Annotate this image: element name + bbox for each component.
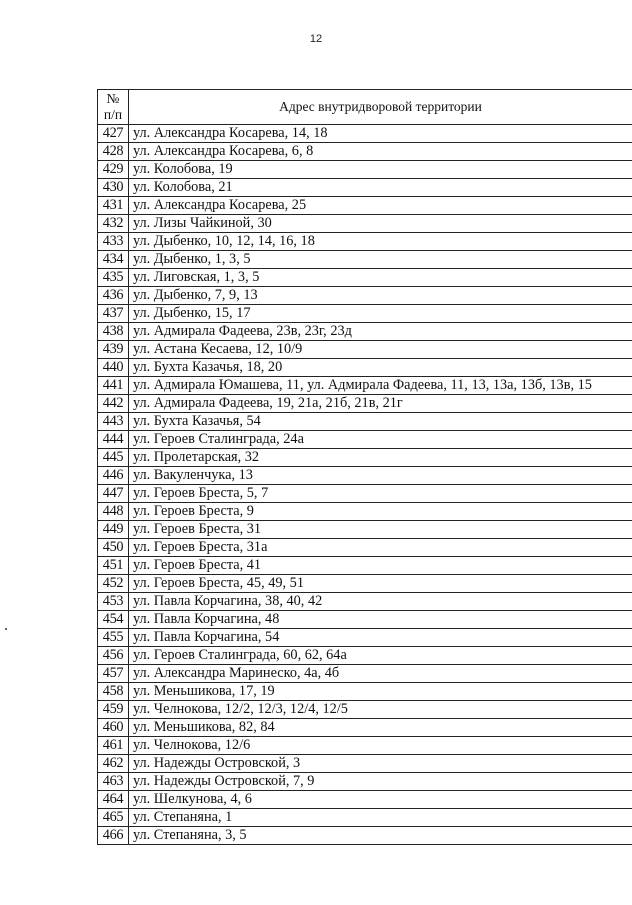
table-row xyxy=(98,485,632,503)
row-number: 449 xyxy=(98,521,129,539)
row-number: 452 xyxy=(98,575,129,593)
row-address: ул. Меньшикова, 17, 19 xyxy=(129,683,632,701)
table-row xyxy=(98,593,632,611)
row-number: 454 xyxy=(98,611,129,629)
row-address: ул. Степаняна, 3, 5 xyxy=(129,827,632,845)
table-row xyxy=(98,503,632,521)
row-address: ул. Героев Бреста, 31а xyxy=(129,539,632,557)
table-row xyxy=(98,557,632,575)
row-address: ул. Бухта Казачья, 54 xyxy=(129,413,632,431)
table-row xyxy=(98,809,632,827)
table-row xyxy=(98,143,632,161)
table-row xyxy=(98,395,632,413)
row-address: ул. Дыбенко, 7, 9, 13 xyxy=(129,287,632,305)
row-number: 448 xyxy=(98,503,129,521)
row-address: ул. Павла Корчагина, 38, 40, 42 xyxy=(129,593,632,611)
number-header-abbrev: п/п xyxy=(103,107,123,122)
row-address: ул. Надежды Островской, 7, 9 xyxy=(129,773,632,791)
row-address: ул. Челнокова, 12/6 xyxy=(129,737,632,755)
row-number: 430 xyxy=(98,179,129,197)
table-row xyxy=(98,341,632,359)
row-address: ул. Героев Бреста, 9 xyxy=(129,503,632,521)
row-address: ул. Степаняна, 1 xyxy=(129,809,632,827)
row-address: ул. Героев Бреста, 31 xyxy=(129,521,632,539)
row-address: ул. Александра Косарева, 6, 8 xyxy=(129,143,632,161)
table-body xyxy=(98,125,632,845)
table-row xyxy=(98,449,632,467)
row-address: ул. Шелкунова, 4, 6 xyxy=(129,791,632,809)
table-row xyxy=(98,233,632,251)
table-row xyxy=(98,701,632,719)
row-number: 464 xyxy=(98,791,129,809)
row-number: 446 xyxy=(98,467,129,485)
row-address: ул. Астана Кесаева, 12, 10/9 xyxy=(129,341,632,359)
table-row xyxy=(98,539,632,557)
table-row xyxy=(98,161,632,179)
row-address: ул. Надежды Островской, 3 xyxy=(129,755,632,773)
row-number: 438 xyxy=(98,323,129,341)
row-number: 458 xyxy=(98,683,129,701)
row-address: ул. Павла Корчагина, 54 xyxy=(129,629,632,647)
row-number: 462 xyxy=(98,755,129,773)
row-address: ул. Героев Сталинграда, 24а xyxy=(129,431,632,449)
table-row xyxy=(98,575,632,593)
row-address: ул. Дыбенко, 10, 12, 14, 16, 18 xyxy=(129,233,632,251)
table-row xyxy=(98,359,632,377)
row-address: ул. Александра Косарева, 14, 18 xyxy=(129,125,632,143)
address-column-header: Адрес внутридворовой территории xyxy=(129,90,632,125)
row-address: ул. Героев Сталинграда, 60, 62, 64а xyxy=(129,647,632,665)
row-address: ул. Александра Маринеско, 4а, 4б xyxy=(129,665,632,683)
row-number: 450 xyxy=(98,539,129,557)
row-number: 456 xyxy=(98,647,129,665)
table-row xyxy=(98,773,632,791)
row-number: 459 xyxy=(98,701,129,719)
row-address: ул. Лизы Чайкиной, 30 xyxy=(129,215,632,233)
table-row xyxy=(98,827,632,845)
row-address: ул. Челнокова, 12/2, 12/3, 12/4, 12/5 xyxy=(129,701,632,719)
row-address: ул. Адмирала Фадеева, 23в, 23г, 23д xyxy=(129,323,632,341)
table-row xyxy=(98,179,632,197)
table-header-row xyxy=(98,90,632,125)
row-number: 433 xyxy=(98,233,129,251)
row-address: ул. Меньшикова, 82, 84 xyxy=(129,719,632,737)
row-number: 427 xyxy=(98,125,129,143)
row-number: 440 xyxy=(98,359,129,377)
table-row xyxy=(98,215,632,233)
table-row xyxy=(98,647,632,665)
table-row xyxy=(98,791,632,809)
row-address: ул. Героев Бреста, 41 xyxy=(129,557,632,575)
row-number: 463 xyxy=(98,773,129,791)
table-row xyxy=(98,737,632,755)
row-address: ул. Героев Бреста, 45, 49, 51 xyxy=(129,575,632,593)
row-address: ул. Вакуленчука, 13 xyxy=(129,467,632,485)
row-number: 435 xyxy=(98,269,129,287)
table-row xyxy=(98,629,632,647)
row-address: ул. Павла Корчагина, 48 xyxy=(129,611,632,629)
table-row xyxy=(98,719,632,737)
table-row xyxy=(98,251,632,269)
row-number: 455 xyxy=(98,629,129,647)
table-row xyxy=(98,323,632,341)
address-table xyxy=(97,89,632,845)
row-number: 457 xyxy=(98,665,129,683)
row-number: 451 xyxy=(98,557,129,575)
scan-speck xyxy=(5,628,7,630)
table-row xyxy=(98,755,632,773)
table-row xyxy=(98,665,632,683)
table-row xyxy=(98,197,632,215)
row-address: ул. Пролетарская, 32 xyxy=(129,449,632,467)
row-number: 443 xyxy=(98,413,129,431)
row-number: 447 xyxy=(98,485,129,503)
row-number: 439 xyxy=(98,341,129,359)
table-row xyxy=(98,413,632,431)
number-column-header xyxy=(98,90,129,125)
row-address: ул. Александра Косарева, 25 xyxy=(129,197,632,215)
row-address: ул. Бухта Казачья, 18, 20 xyxy=(129,359,632,377)
table-row xyxy=(98,467,632,485)
table-row xyxy=(98,611,632,629)
row-address: ул. Колобова, 21 xyxy=(129,179,632,197)
row-number: 445 xyxy=(98,449,129,467)
row-number: 428 xyxy=(98,143,129,161)
row-address: ул. Героев Бреста, 5, 7 xyxy=(129,485,632,503)
row-number: 431 xyxy=(98,197,129,215)
table-row xyxy=(98,521,632,539)
table-row xyxy=(98,287,632,305)
table-row xyxy=(98,125,632,143)
row-number: 444 xyxy=(98,431,129,449)
table-row xyxy=(98,431,632,449)
row-number: 466 xyxy=(98,827,129,845)
row-address: ул. Дыбенко, 15, 17 xyxy=(129,305,632,323)
table-row xyxy=(98,305,632,323)
row-number: 460 xyxy=(98,719,129,737)
page-number: 12 xyxy=(309,33,323,45)
row-number: 429 xyxy=(98,161,129,179)
row-number: 436 xyxy=(98,287,129,305)
row-number: 432 xyxy=(98,215,129,233)
row-address: ул. Адмирала Фадеева, 19, 21а, 21б, 21в, 21г xyxy=(129,395,632,413)
table-row xyxy=(98,269,632,287)
row-address: ул. Дыбенко, 1, 3, 5 xyxy=(129,251,632,269)
row-number: 441 xyxy=(98,377,129,395)
row-number: 442 xyxy=(98,395,129,413)
row-number: 465 xyxy=(98,809,129,827)
row-address: ул. Колобова, 19 xyxy=(129,161,632,179)
number-header-symbol: № xyxy=(106,91,120,106)
table-row xyxy=(98,377,632,395)
row-number: 437 xyxy=(98,305,129,323)
row-number: 461 xyxy=(98,737,129,755)
table-row xyxy=(98,683,632,701)
row-address: ул. Лиговская, 1, 3, 5 xyxy=(129,269,632,287)
row-number: 434 xyxy=(98,251,129,269)
row-number: 453 xyxy=(98,593,129,611)
row-address: ул. Адмирала Юмашева, 11, ул. Адмирала Фадеева, 11, 13, 13а, 13б, 13в, 15 xyxy=(129,377,632,395)
